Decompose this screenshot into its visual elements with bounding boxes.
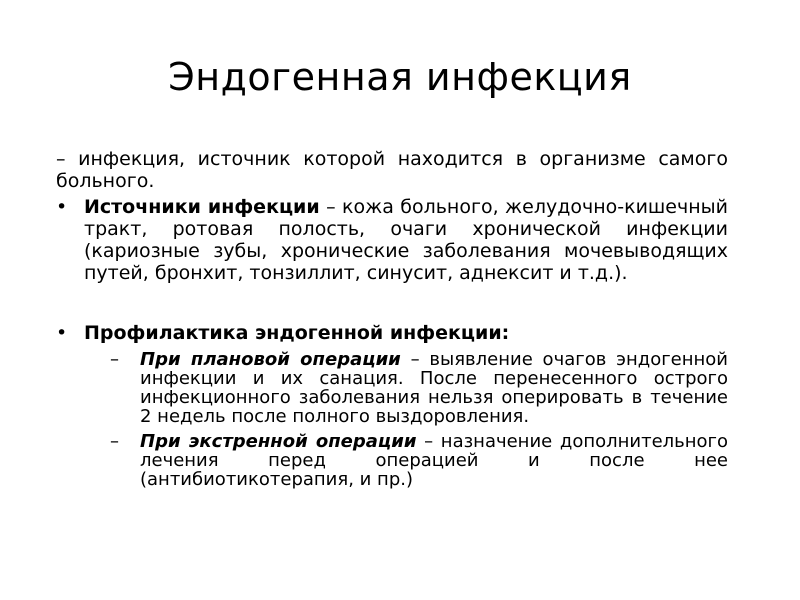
definition-text: инфекция, источник которой находится в организме самого больного. (56, 148, 728, 192)
planned-operation-text: – выявление очагов эндогенной инфекции и их санация. После перенесенного острого инфекционного заболевания нельзя оперировать в течение 2 недель после полного выздоровления. (140, 349, 728, 427)
definition-dash: – (56, 148, 66, 170)
emergency-operation-label: При экстренной операции (140, 431, 417, 452)
sub-dash-icon: – (110, 431, 119, 452)
planned-operation-label: При плановой операции (140, 349, 401, 370)
emergency-operation-item (84, 432, 728, 489)
prevention-bullet-item (56, 322, 728, 489)
sub-dash-icon: – (110, 349, 119, 370)
bullet-dot-icon: • (56, 322, 68, 344)
sources-text: – кожа больного, желудочно-кишечный тракт, ротовая полость, очаги хронической инфекции (кариозные зубы, хронические заболевания мочевыводящих путей, бронхит, тонзиллит, синусит, аднексит и т.д.). (84, 196, 728, 284)
bullet-dot-icon: • (56, 196, 68, 218)
definition-paragraph (56, 148, 728, 192)
sources-bullet-item (56, 196, 728, 284)
slide-body (56, 148, 728, 495)
prevention-label: Профилактика эндогенной инфекции: (84, 322, 510, 344)
planned-operation-item (84, 350, 728, 426)
spacer (56, 290, 728, 322)
emergency-operation-text: – назначение дополнительного лечения перед операцией и после нее (антибиотикотерапия, и пр.) (140, 431, 729, 490)
sources-label: Источники инфекции (84, 196, 320, 218)
slide-title: Эндогенная инфекция (168, 55, 632, 99)
